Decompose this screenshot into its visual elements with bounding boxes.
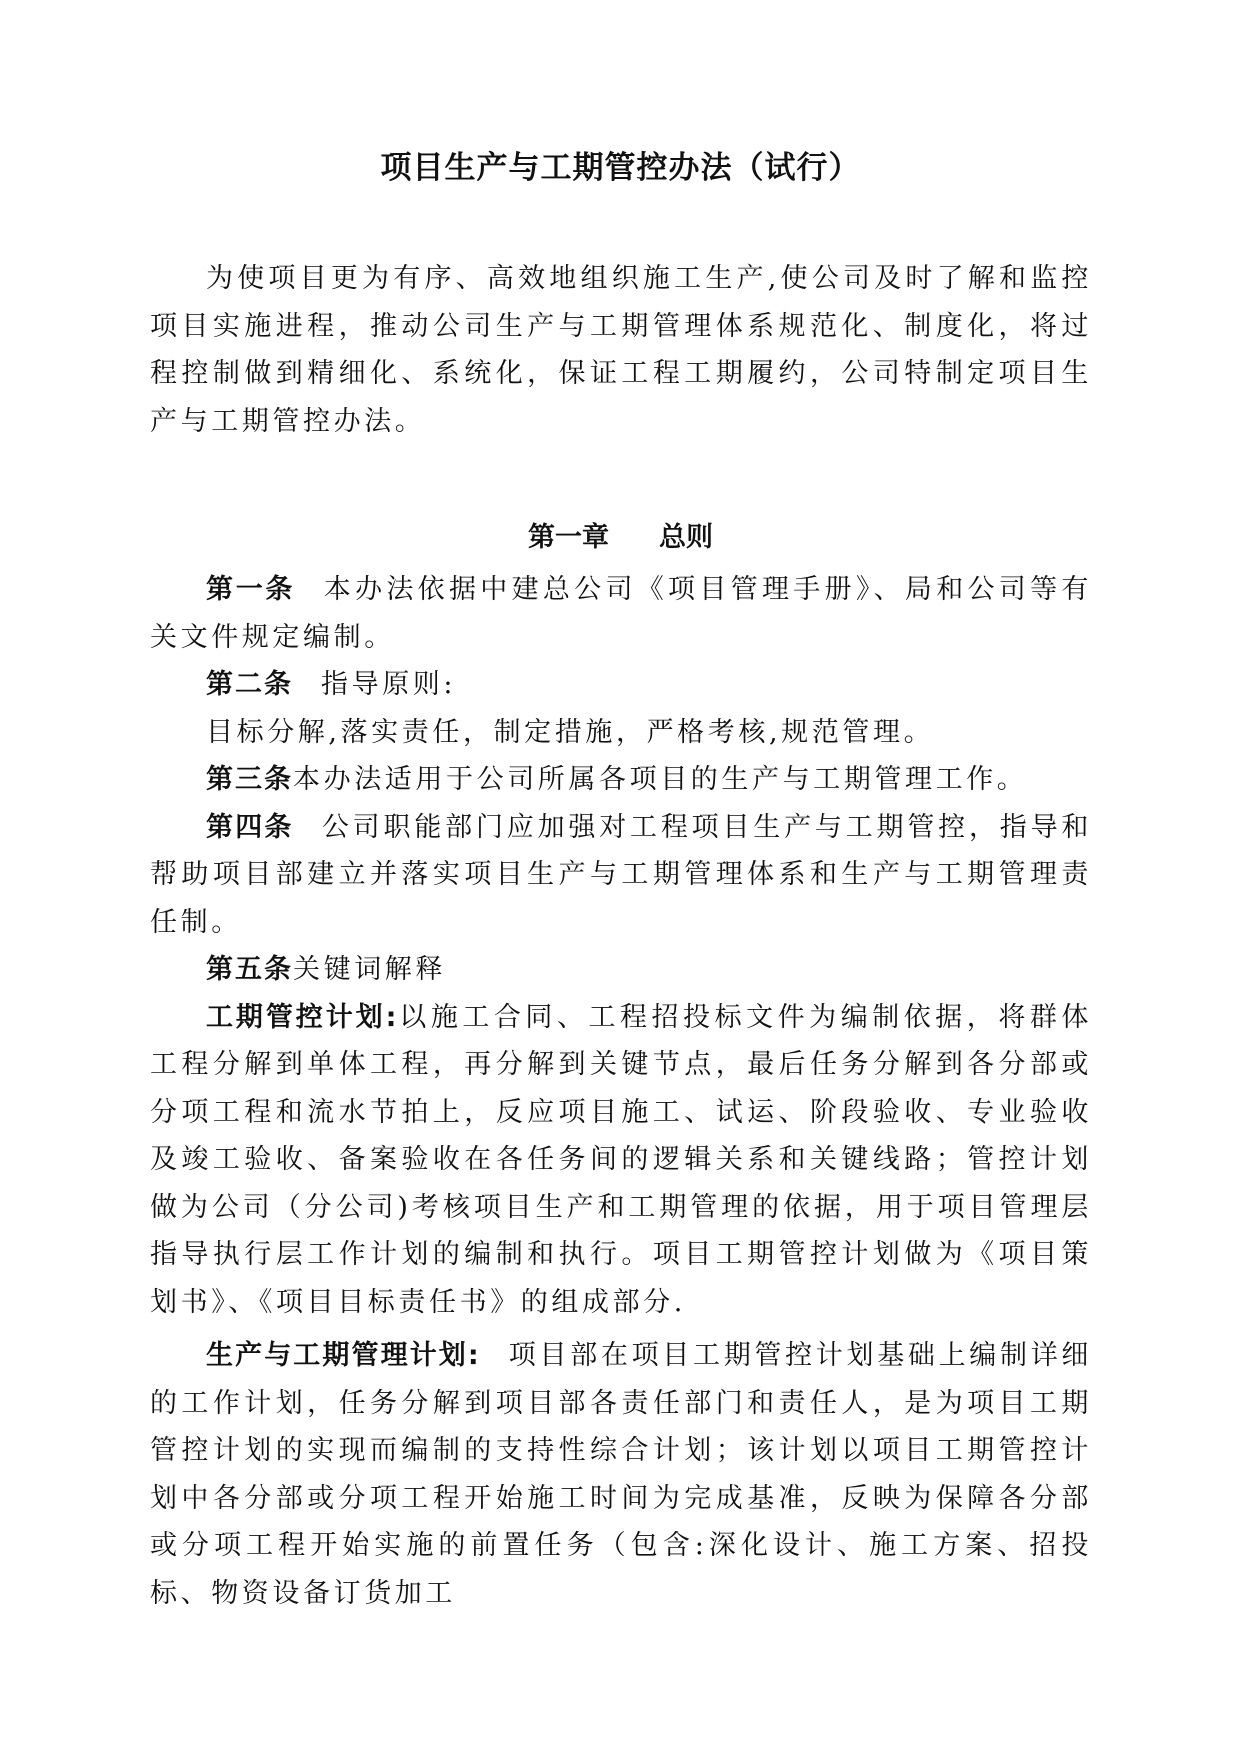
article-1	[150, 566, 1092, 661]
article-text: 目标分解,落实责任，制定措施，严格考核,规范管理。	[206, 716, 935, 748]
definition-production-schedule-plan	[150, 1332, 1092, 1617]
article-5	[150, 946, 1092, 994]
article-text: 公司职能部门应加强对工程项目生产与工期管控，指导和帮助项目部建立并落实项目生产与工期管理体系和生产与工期管理责任制。	[150, 811, 1093, 938]
article-text: 本办法依据中建总公司《项目管理手册》、局和公司等有关文件规定编制。	[150, 574, 1093, 653]
article-4	[150, 804, 1092, 947]
intro-paragraph: 为使项目更为有序、高效地组织施工生产,使公司及时了解和监控项目实施进程，推动公司生产与工期管理体系规范化、制度化，将过程控制做到精细化、系统化，保证工程工期履约，公司特制定项目生产与工期管控办法。	[150, 263, 1092, 437]
article-label: 第二条	[206, 669, 293, 700]
articles-section	[150, 566, 1092, 1617]
document-title: 项目生产与工期管控办法（试行）	[380, 150, 861, 186]
article-label: 第三条	[206, 764, 293, 795]
definition-term: 生产与工期管理计划:	[206, 1340, 481, 1371]
article-text: 关键词解释	[293, 954, 446, 985]
article-label: 第四条	[206, 811, 294, 843]
chapter-name: 总则	[659, 522, 713, 553]
definition-schedule-control-plan	[150, 994, 1092, 1327]
guiding-principles	[150, 709, 1092, 757]
article-label: 第一条	[206, 574, 296, 605]
article-2	[150, 661, 1092, 709]
chapter-number: 第一章	[528, 522, 609, 553]
article-text: 指导原则:	[321, 669, 457, 700]
definition-term: 工期管控计划:	[206, 1001, 399, 1033]
definition-text: 以施工合同、工程招投标文件为编制依据，将群体工程分解到单体工程，再分解到关键节点，最后任务分解到各分部或分项工程和流水节拍上，反应项目施工、试运、阶段验收、专业验收及竣工验收、备案验收在各任务间的逻辑关系和关键线路；管控计划做为公司（分公司)考核项目生产和工期管理的依据，用于项目管理层指导执行层工作计划的编制和执行。项目工期管控计划做为《项目策划书》、《项目目标责任书》的组成部分.	[150, 1001, 1092, 1318]
article-text: 本办法适用于公司所属各项目的生产与工期管理工作。	[293, 764, 1028, 795]
definition-text: 项目部在项目工期管控计划基础上编制详细的工作计划，任务分解到项目部各责任部门和责任人，是为项目工期管控计划的实现而编制的支持性综合计划；该计划以项目工期管控计划中各分部或分项工程开始施工时间为完成基准，反映为保障各分部或分项工程开始实施的前置任务（包含:深化设计、施工方案、招投标、物资设备订货加工	[150, 1340, 1092, 1609]
article-label: 第五条	[206, 954, 293, 985]
chapter-heading	[0, 518, 1241, 558]
article-3	[150, 756, 1092, 804]
